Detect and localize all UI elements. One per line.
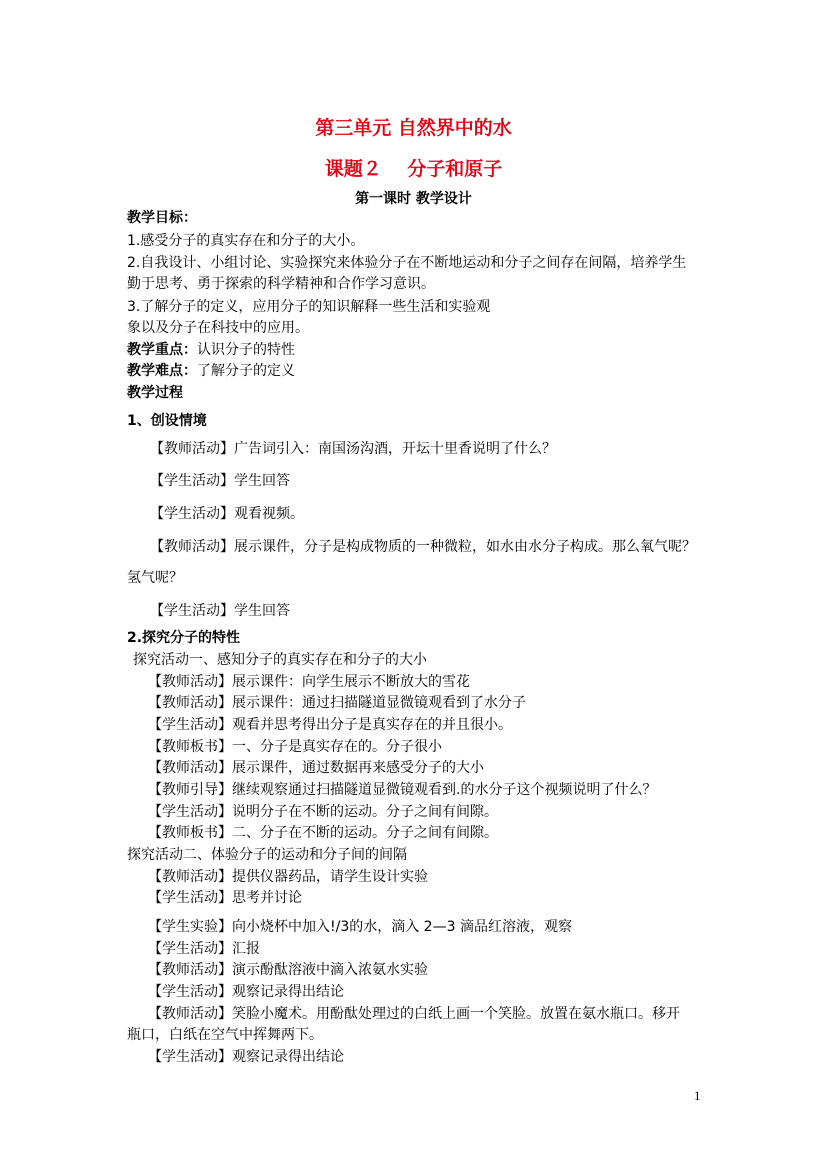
objective-1: 1.感受分子的真实存在和分子的大小。 bbox=[127, 233, 365, 249]
process-heading: 教学过程 bbox=[127, 385, 183, 401]
exploration2-title: 探究活动二、体验分子的运动和分子间的间隔 bbox=[127, 847, 407, 863]
page-number: 1 bbox=[694, 1088, 701, 1103]
e1-item-7: 【学生活动】说明分子在不断的运动。分子之间有间隙。 bbox=[148, 804, 498, 820]
unit-title: 第三单元 自然界中的水 bbox=[315, 117, 512, 139]
e2-item-2: 【学生活动】思考并讨论 bbox=[148, 890, 302, 906]
objective-3-line1: 3.了解分子的定义，应用分子的知识解释一些生活和实验观 bbox=[127, 299, 491, 315]
objective-2-line1: 2.自我设计、小组讨论、实验探究来体验分子在不断地运动和分子之间存在间隔，培养学生 bbox=[127, 255, 687, 271]
objective-2-line2: 勤于思考、勇于探索的科学精神和合作学习意识。 bbox=[127, 276, 435, 292]
e2-item-4: 【学生活动】汇报 bbox=[148, 941, 260, 957]
section1-heading: 1、创设情境 bbox=[127, 413, 207, 429]
e1-item-5: 【教师活动】展示课件，通过数据再来感受分子的大小 bbox=[148, 760, 484, 776]
difficulty-label: 教学难点： bbox=[127, 363, 197, 379]
section2-heading: 2.探究分子的特性 bbox=[127, 630, 241, 646]
e1-item-4: 【教师板书】一、分子是真实存在的。分子很小 bbox=[148, 739, 442, 755]
key-point bbox=[127, 340, 295, 360]
e1-item-6: 【教师引导】继续观察通过扫描隧道显微镜观看到.的水分子这个视频说明了什么？ bbox=[148, 782, 657, 798]
e1-item-3: 【学生活动】观看并思考得出分子是真实存在的并且很小。 bbox=[148, 717, 512, 733]
s1-item-4-line1: 【教师活动】展示课件，分子是构成物质的一种微粒，如水由水分子构成。那么氧气呢？ bbox=[150, 539, 696, 555]
key-point-label: 教学重点： bbox=[127, 342, 197, 358]
key-point-text: 认识分子的特性 bbox=[197, 342, 295, 358]
e1-item-1: 【教师活动】展示课件：向学生展示不断放大的雪花 bbox=[148, 674, 470, 690]
period-title: 第一课时 教学设计 bbox=[355, 191, 472, 207]
e2-item-7-line2: 瓶口，白纸在空气中挥舞两下。 bbox=[127, 1027, 323, 1043]
exploration1-title: 探究活动一、感知分子的真实存在和分子的大小 bbox=[133, 652, 427, 668]
lesson-title: 课题２ 分子和原子 bbox=[324, 158, 503, 180]
e2-item-7-line1: 【教师活动】笑脸小魔术。用酚酞处理过的白纸上画一个笑脸。放置在氨水瓶口。移开 bbox=[148, 1006, 680, 1022]
e1-item-2: 【教师活动】展示课件：通过扫描隧道显微镜观看到了水分子 bbox=[148, 695, 526, 711]
s1-item-3: 【学生活动】观看视频。 bbox=[150, 506, 304, 522]
e2-item-1: 【教师活动】提供仪器药品，请学生设计实验 bbox=[148, 869, 428, 885]
s1-item-1: 【教师活动】广告词引入：南国汤沟酒，开坛十里香说明了什么？ bbox=[150, 441, 556, 457]
difficulty bbox=[127, 361, 295, 381]
e2-item-5: 【教师活动】演示酚酞溶液中滴入浓氨水实验 bbox=[148, 962, 428, 978]
e2-item-8: 【学生活动】观察记录得出结论 bbox=[148, 1049, 344, 1065]
e2-item-3: 【学生实验】向小烧杯中加入!/3的水，滴入 2—3 滴品红溶液，观察 bbox=[148, 919, 572, 935]
e2-item-6: 【学生活动】观察记录得出结论 bbox=[148, 984, 344, 1000]
s1-item-4-line2: 氢气呢？ bbox=[127, 570, 183, 586]
objective-3-line2: 象以及分子在科技中的应用。 bbox=[127, 320, 309, 336]
e1-item-8: 【教师板书】二、分子在不断的运动。分子之间有间隙。 bbox=[148, 825, 498, 841]
s1-item-2: 【学生活动】学生回答 bbox=[150, 473, 290, 489]
objectives-heading: 教学目标： bbox=[127, 210, 197, 226]
difficulty-text: 了解分子的定义 bbox=[197, 363, 295, 379]
s1-item-5: 【学生活动】学生回答 bbox=[150, 603, 290, 619]
